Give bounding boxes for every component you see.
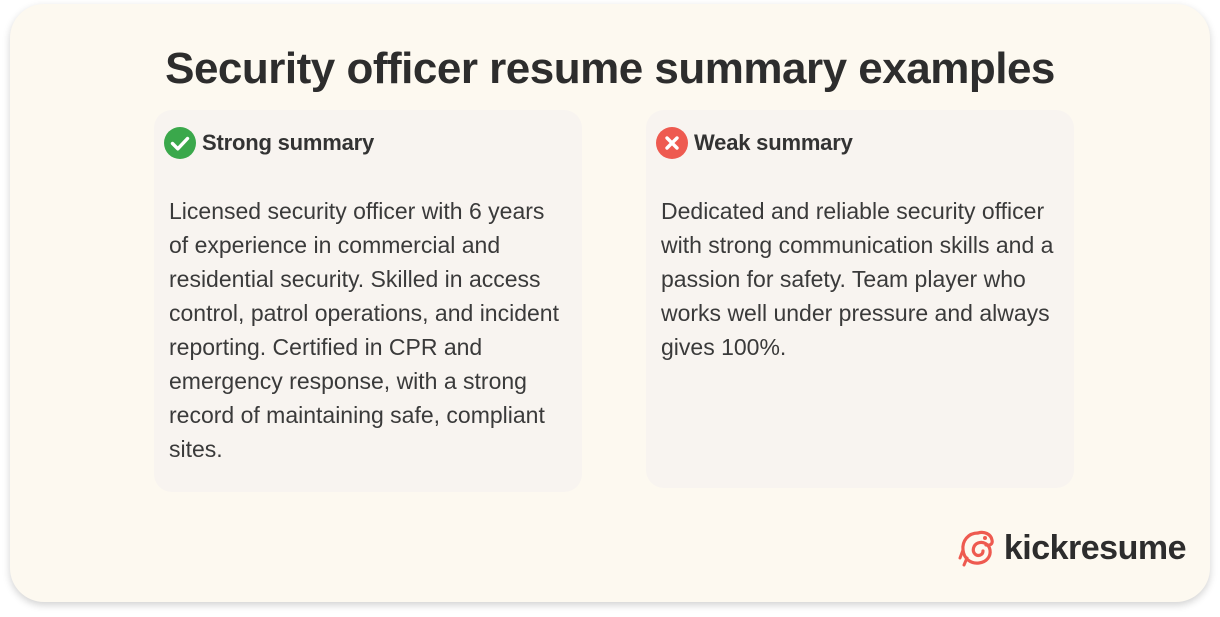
check-circle-icon — [164, 127, 196, 159]
page-title: Security officer resume summary examples — [165, 44, 1055, 93]
weak-summary-title: Weak summary — [694, 130, 853, 155]
summary-card — [10, 4, 1210, 602]
strong-summary-title: Strong summary — [202, 130, 375, 155]
strong-summary-panel — [154, 110, 582, 492]
x-circle-icon — [656, 127, 688, 159]
weak-summary-header — [656, 127, 853, 159]
strong-summary-header — [164, 127, 374, 159]
strong-summary-text: Licensed security officer with 6 years of experience in commercial and residential security. Skilled in access control, patrol operations, and incident reporting. Certified in CPR and emergency response, with a strong record of maintaining safe, compliant sites. — [169, 198, 559, 462]
chameleon-logo-icon — [958, 528, 996, 568]
kickresume-logo — [958, 528, 1186, 568]
weak-summary-text: Dedicated and reliable security officer with strong communication skills and a passion for safety. Team player who works well under pressure and always gives 100%. — [661, 198, 1054, 360]
weak-summary-panel — [646, 110, 1074, 488]
brand-name: kickresume — [1003, 528, 1186, 567]
